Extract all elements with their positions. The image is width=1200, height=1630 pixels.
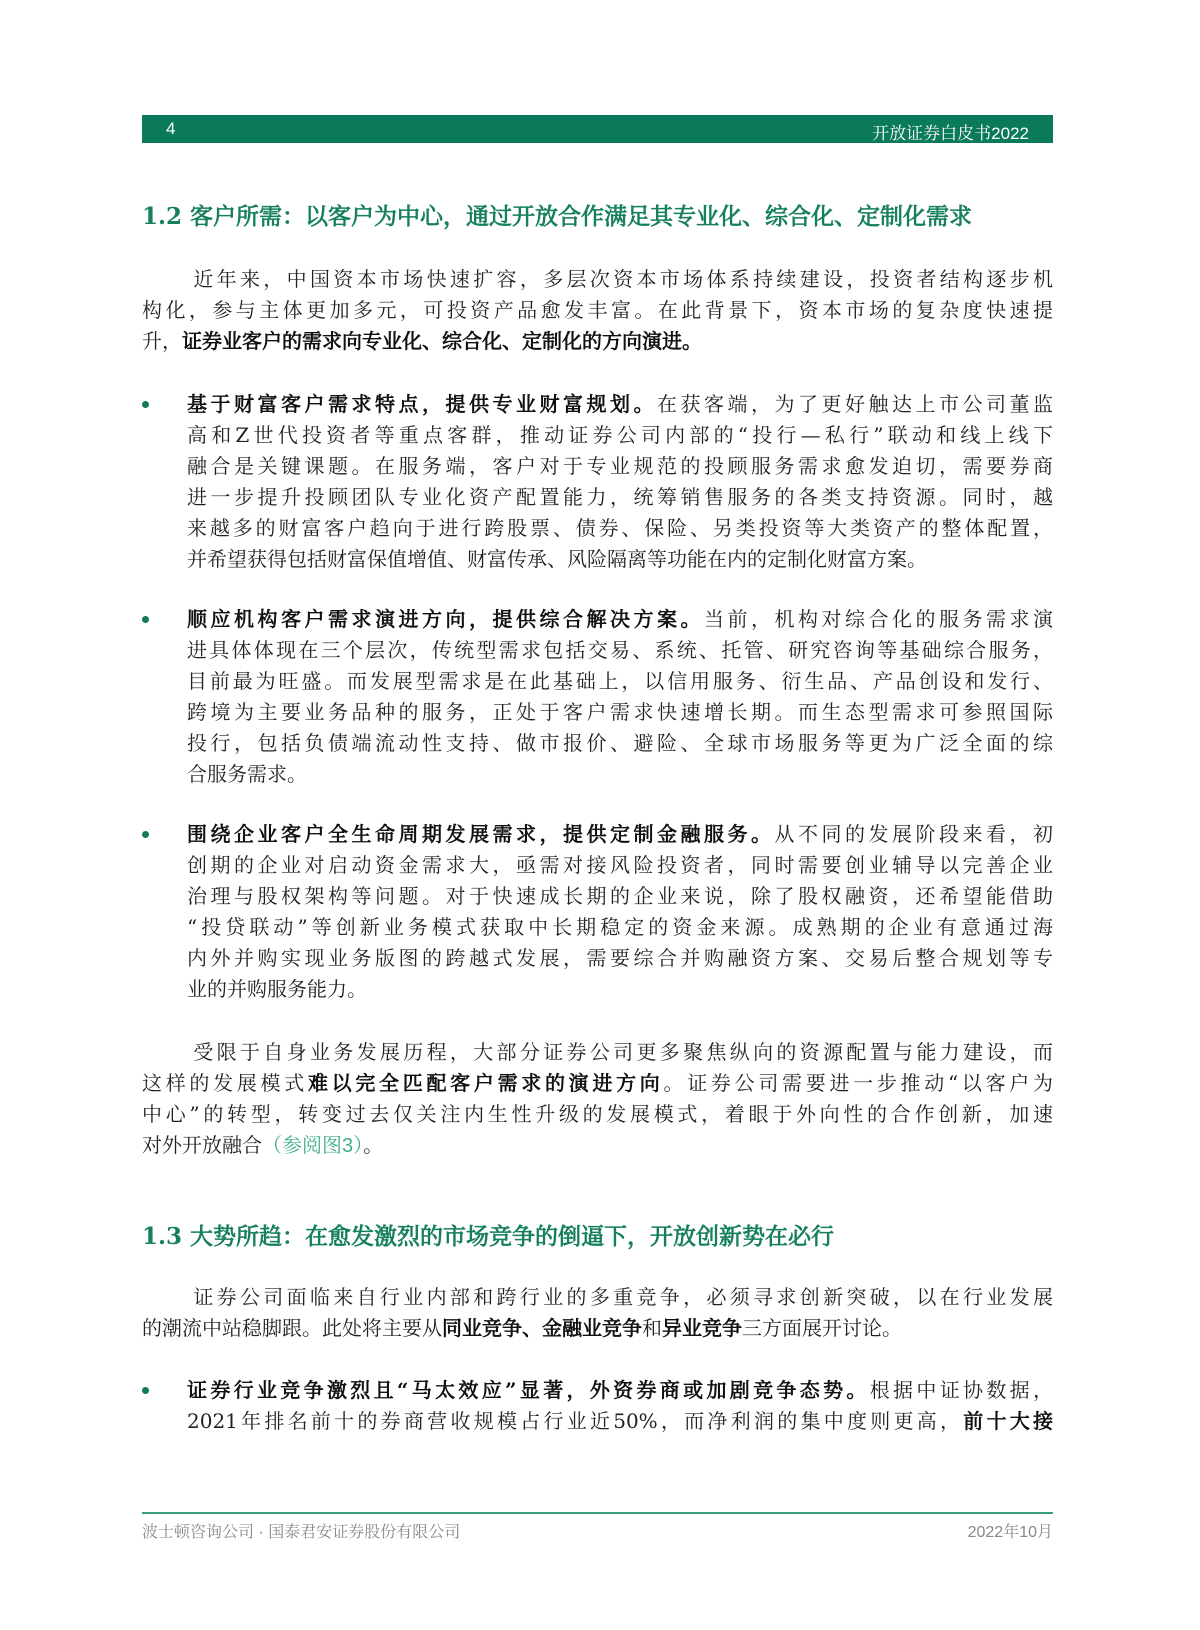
text: 内外并购实现业务版图的跨越式发展，需要综合并购融资方案、交易后整合规划等专 xyxy=(187,946,1053,970)
text-line xyxy=(187,513,1053,544)
text-line xyxy=(142,1099,1053,1130)
paragraph xyxy=(142,1037,1053,1161)
text-line xyxy=(187,912,1053,943)
text: 在获客端，为了更好触达上市公司董监 xyxy=(657,392,1053,416)
text: 创期的企业对启动资金需求大，亟需对接风险投资者，同时需要创业辅导以完善企业 xyxy=(187,853,1053,877)
bullet-item xyxy=(187,1375,1053,1437)
text-line xyxy=(187,635,1053,666)
text: 来越多的财富客户趋向于进行跨股票、债券、保险、另类投资等大类资产的整体配置， xyxy=(187,516,1053,540)
text: 当前，机构对综合化的服务需求演 xyxy=(704,607,1053,631)
text: 受限于自身业务发展历程，大部分证券公司更多聚焦纵向的资源配置与能力建设，而 xyxy=(190,1040,1053,1064)
text-line xyxy=(187,819,1053,850)
text-line xyxy=(142,1313,1053,1344)
bullet-icon xyxy=(142,831,149,838)
text: 并希望获得包括财富保值增值、财富传承、风险隔离等功能在内的定制化财富方案。 xyxy=(187,547,927,571)
text: 投行，包括负债端流动性支持、做市报价、避险、全球市场服务等更为广泛全面的综 xyxy=(187,731,1053,755)
text-line xyxy=(187,1375,1053,1406)
text-line xyxy=(187,420,1053,451)
text: 构化，参与主体更加多元，可投资产品愈发丰富。在此背景下，资本市场的复杂度快速提 xyxy=(142,298,1053,322)
text: 的潮流中站稳脚跟。此处将主要从 xyxy=(142,1316,442,1340)
text-line xyxy=(187,974,1053,1005)
text: 高和Z世代投资者等重点客群，推动证券公司内部的“投行—私行”联动和线上线下 xyxy=(187,423,1053,447)
text-line xyxy=(187,850,1053,881)
text: 进一步提升投顾团队专业化资产配置能力，统筹销售服务的各类支持资源。同时，越 xyxy=(187,485,1053,509)
bullet-item xyxy=(187,604,1053,790)
text: 近年来，中国资本市场快速扩容，多层次资本市场体系持续建设，投资者结构逐步机 xyxy=(190,267,1053,291)
text: 升， xyxy=(142,329,182,353)
text: 治理与股权架构等问题。对于快速成长期的企业来说，除了股权融资，还希望能借助 xyxy=(187,884,1053,908)
text: 中心”的转型，转变过去仅关注内生性升级的发展模式，着眼于外向性的合作创新，加速 xyxy=(142,1102,1053,1126)
text-line xyxy=(187,389,1053,420)
text: 和 xyxy=(642,1316,662,1340)
text: 从不同的发展阶段来看，初 xyxy=(774,822,1053,846)
bold-text: 难以完全匹配客户需求的演进方向 xyxy=(307,1071,664,1095)
text-line xyxy=(187,482,1053,513)
bullet-item xyxy=(187,389,1053,575)
bullet-icon xyxy=(142,1387,149,1394)
text: 。 xyxy=(363,1133,384,1157)
figure-reference-link[interactable]: （参阅图3） xyxy=(262,1135,364,1157)
text-line xyxy=(142,295,1053,326)
text: 进具体体现在三个层次，传统型需求包括交易、系统、托管、研究咨询等基础综合服务， xyxy=(187,638,1053,662)
text: 目前最为旺盛。而发展型需求是在此基础上，以信用服务、衍生品、产品创设和发行、 xyxy=(187,669,1053,693)
text-line xyxy=(187,759,1053,790)
text: 合服务需求。 xyxy=(187,762,307,786)
bold-text: 同业竞争、金融业竞争 xyxy=(442,1316,642,1340)
bold-text: 异业竞争 xyxy=(662,1316,742,1340)
text: 业的并购服务能力。 xyxy=(187,977,367,1001)
text-line xyxy=(187,666,1053,697)
text-line xyxy=(187,881,1053,912)
text-line xyxy=(187,604,1053,635)
text-line xyxy=(187,1406,1053,1437)
footer-divider xyxy=(142,1512,1053,1514)
text: 证券公司面临来自行业内部和跨行业的多重竞争，必须寻求创新突破，以在行业发展 xyxy=(190,1285,1053,1309)
text: 对外开放融合 xyxy=(142,1133,262,1157)
text-line xyxy=(187,943,1053,974)
text: 。证券公司需要进一步推动“以客户为 xyxy=(663,1071,1054,1095)
bold-text: 前十大接 xyxy=(963,1409,1053,1433)
bold-text: 证券行业竞争激烈且“马太效应”显著，外资券商或加剧竞争态势。 xyxy=(187,1378,870,1402)
text-line xyxy=(142,264,1053,295)
text-line xyxy=(142,326,1053,357)
text: “投贷联动”等创新业务模式获取中长期稳定的资金来源。成熟期的企业有意通过海 xyxy=(187,915,1053,939)
page-number: 4 xyxy=(166,119,176,138)
header-bar xyxy=(142,115,1053,143)
bold-text: 顺应机构客户需求演进方向，提供综合解决方案。 xyxy=(187,607,704,631)
footer-publishers: 波士顿咨询公司 · 国泰君安证券股份有限公司 xyxy=(142,1524,461,1541)
bullet-icon xyxy=(142,616,149,623)
bold-text: 基于财富客户需求特点，提供专业财富规划。 xyxy=(187,392,657,416)
text: 2021年排名前十的券商营收规模占行业近50%，而净利润的集中度则更高， xyxy=(187,1409,964,1433)
text-line xyxy=(142,1068,1053,1099)
text-line xyxy=(142,1037,1053,1068)
bullet-item xyxy=(187,819,1053,1005)
text: 融合是关键课题。在服务端，客户对于专业规范的投顾服务需求愈发迫切，需要券商 xyxy=(187,454,1053,478)
text: 跨境为主要业务品种的服务，正处于客户需求快速增长期。而生态型需求可参照国际 xyxy=(187,700,1053,724)
text: 根据中证协数据， xyxy=(869,1378,1054,1402)
bullet-icon xyxy=(142,401,149,408)
bold-text: 证券业客户的需求向专业化、综合化、定制化的方向演进。 xyxy=(182,329,702,353)
document-title: 开放证券白皮书2022 xyxy=(872,124,1029,143)
paragraph xyxy=(142,1282,1053,1344)
section-heading: 1.2 客户所需：以客户为中心，通过开放合作满足其专业化、综合化、定制化需求 xyxy=(142,203,973,230)
text-line xyxy=(142,1130,1053,1161)
text-line xyxy=(187,451,1053,482)
text: 三方面展开讨论。 xyxy=(742,1316,902,1340)
text-line xyxy=(187,697,1053,728)
section-heading: 1.3 大势所趋：在愈发激烈的市场竞争的倒逼下，开放创新势在必行 xyxy=(142,1223,835,1250)
footer-date: 2022年10月 xyxy=(967,1524,1053,1541)
text-line xyxy=(187,728,1053,759)
text: 这样的发展模式 xyxy=(142,1071,308,1095)
paragraph xyxy=(142,264,1053,357)
text-line xyxy=(187,544,1053,575)
text-line xyxy=(142,1282,1053,1313)
bold-text: 围绕企业客户全生命周期发展需求，提供定制金融服务。 xyxy=(187,822,775,846)
